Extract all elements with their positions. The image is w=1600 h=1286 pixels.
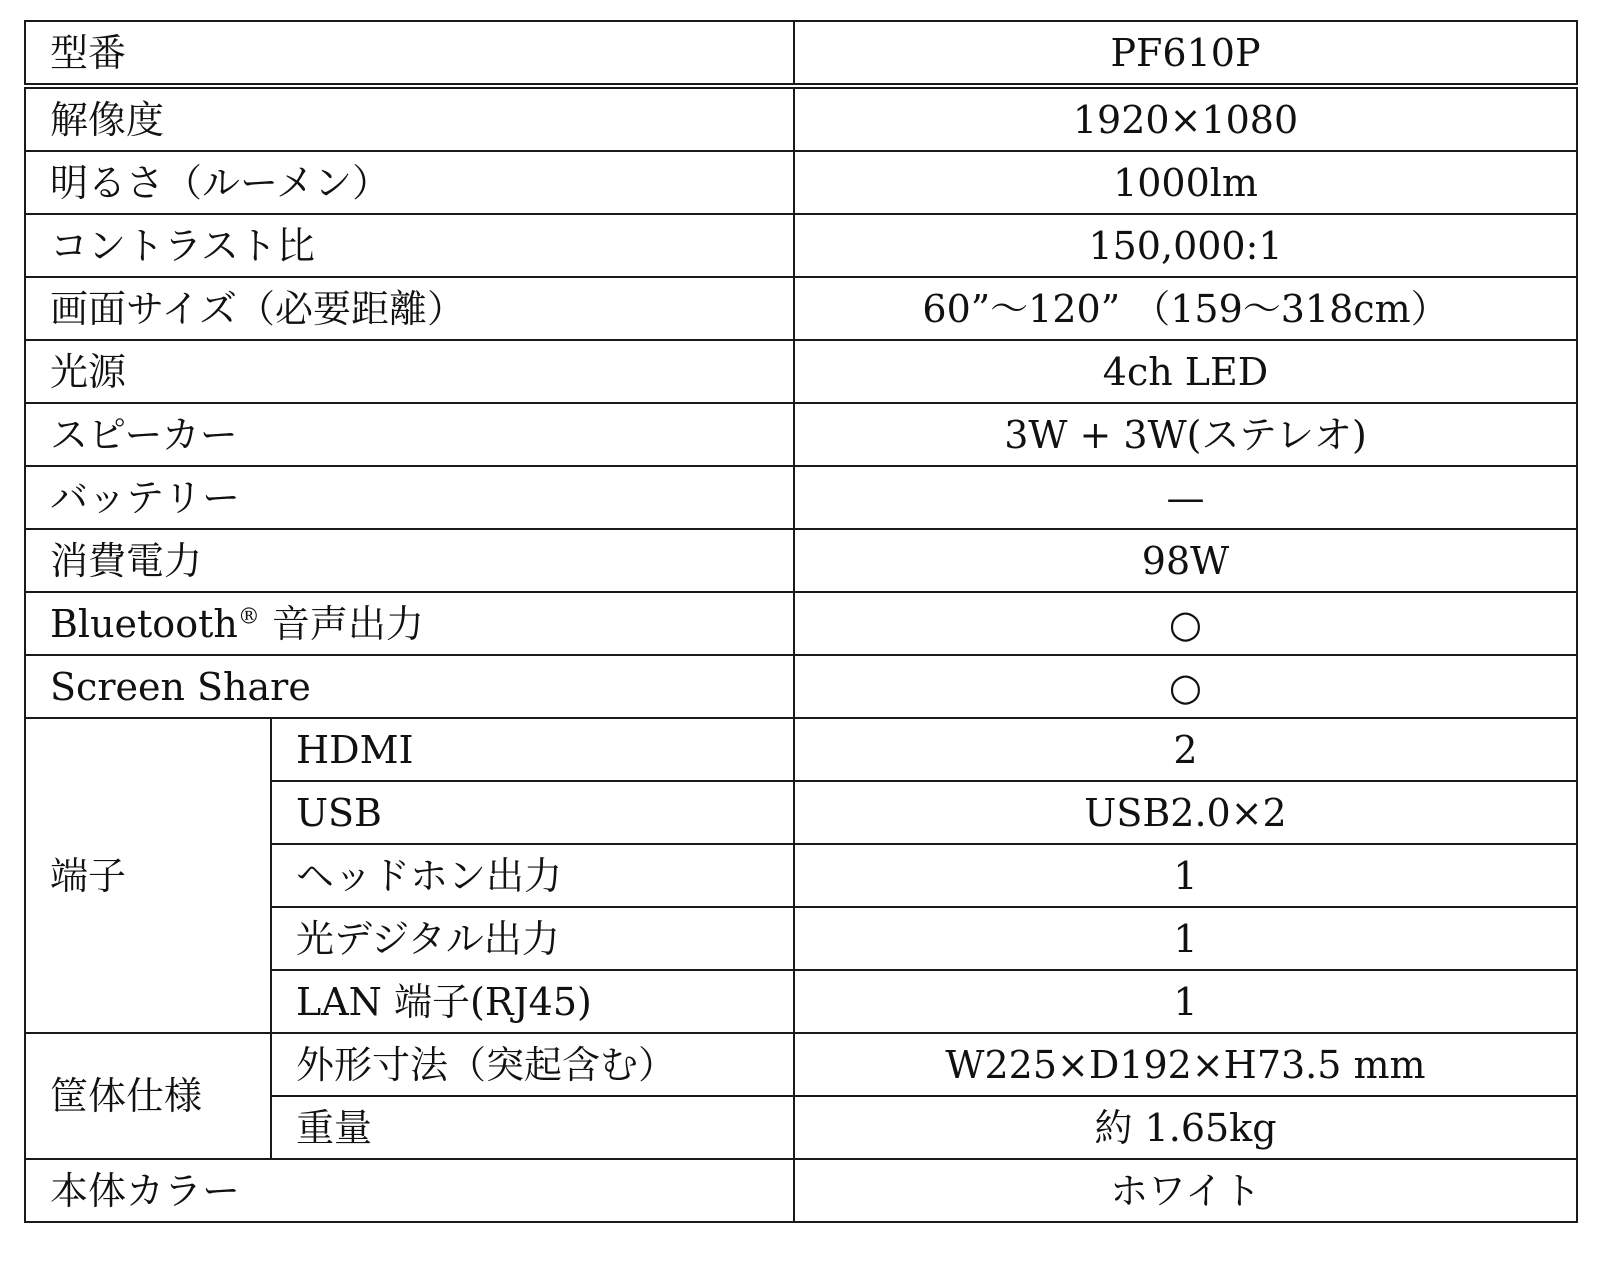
row-value-battery: — — [794, 466, 1577, 529]
port-value-optical: 1 — [794, 907, 1577, 970]
row-value-screen-share: ○ — [794, 655, 1577, 718]
row-label-power: 消費電力 — [25, 529, 794, 592]
table-row — [25, 214, 1577, 277]
table-row — [25, 1033, 1577, 1096]
table-row — [25, 277, 1577, 340]
row-label-light-source: 光源 — [25, 340, 794, 403]
row-label-contrast: コントラスト比 — [25, 214, 794, 277]
table-row — [25, 718, 1577, 781]
table-row — [25, 1159, 1577, 1222]
table-row — [25, 655, 1577, 718]
port-value-usb: USB2.0×2 — [794, 781, 1577, 844]
row-label-body-color: 本体カラー — [25, 1159, 794, 1222]
row-label-brightness: 明るさ（ルーメン） — [25, 151, 794, 214]
row-value-light-source: 4ch LED — [794, 340, 1577, 403]
port-value-lan: 1 — [794, 970, 1577, 1033]
port-label-headphone: ヘッドホン出力 — [271, 844, 794, 907]
table-row — [25, 466, 1577, 529]
row-value-contrast: 150,000:1 — [794, 214, 1577, 277]
row-label-bluetooth — [25, 592, 794, 655]
row-value-speaker: 3W + 3W(ステレオ) — [794, 403, 1577, 466]
row-value-screen-size: 60”～120” （159～318cm） — [794, 277, 1577, 340]
row-value-body-color: ホワイト — [794, 1159, 1577, 1222]
row-label-resolution: 解像度 — [25, 86, 794, 151]
bluetooth-label-suffix: 音声出力 — [259, 601, 424, 646]
row-value-model: PF610P — [794, 21, 1577, 86]
table-row — [25, 340, 1577, 403]
table-row — [25, 529, 1577, 592]
port-value-headphone: 1 — [794, 844, 1577, 907]
row-value-power: 98W — [794, 529, 1577, 592]
housing-value-dimensions: W225×D192×H73.5 mm — [794, 1033, 1577, 1096]
port-label-usb: USB — [271, 781, 794, 844]
bluetooth-label-text: Bluetooth — [50, 601, 238, 646]
row-label-speaker: スピーカー — [25, 403, 794, 466]
table-row — [25, 151, 1577, 214]
row-label-screen-size: 画面サイズ（必要距離） — [25, 277, 794, 340]
row-value-bluetooth: ○ — [794, 592, 1577, 655]
table-row — [25, 592, 1577, 655]
port-label-lan: LAN 端子(RJ45) — [271, 970, 794, 1033]
table-row — [25, 21, 1577, 86]
port-value-hdmi: 2 — [794, 718, 1577, 781]
housing-label-weight: 重量 — [271, 1096, 794, 1159]
row-value-resolution: 1920×1080 — [794, 86, 1577, 151]
row-label-model: 型番 — [25, 21, 794, 86]
housing-group-label: 筐体仕様 — [25, 1033, 271, 1159]
row-label-screen-share: Screen Share — [25, 655, 794, 718]
table-row — [25, 403, 1577, 466]
table-row — [25, 86, 1577, 151]
registered-mark: ® — [237, 603, 260, 629]
row-value-brightness: 1000lm — [794, 151, 1577, 214]
housing-label-dimensions: 外形寸法（突起含む） — [271, 1033, 794, 1096]
spec-table — [24, 20, 1578, 1223]
port-label-optical: 光デジタル出力 — [271, 907, 794, 970]
ports-group-label: 端子 — [25, 718, 271, 1033]
housing-value-weight: 約 1.65kg — [794, 1096, 1577, 1159]
row-label-battery: バッテリー — [25, 466, 794, 529]
port-label-hdmi: HDMI — [271, 718, 794, 781]
